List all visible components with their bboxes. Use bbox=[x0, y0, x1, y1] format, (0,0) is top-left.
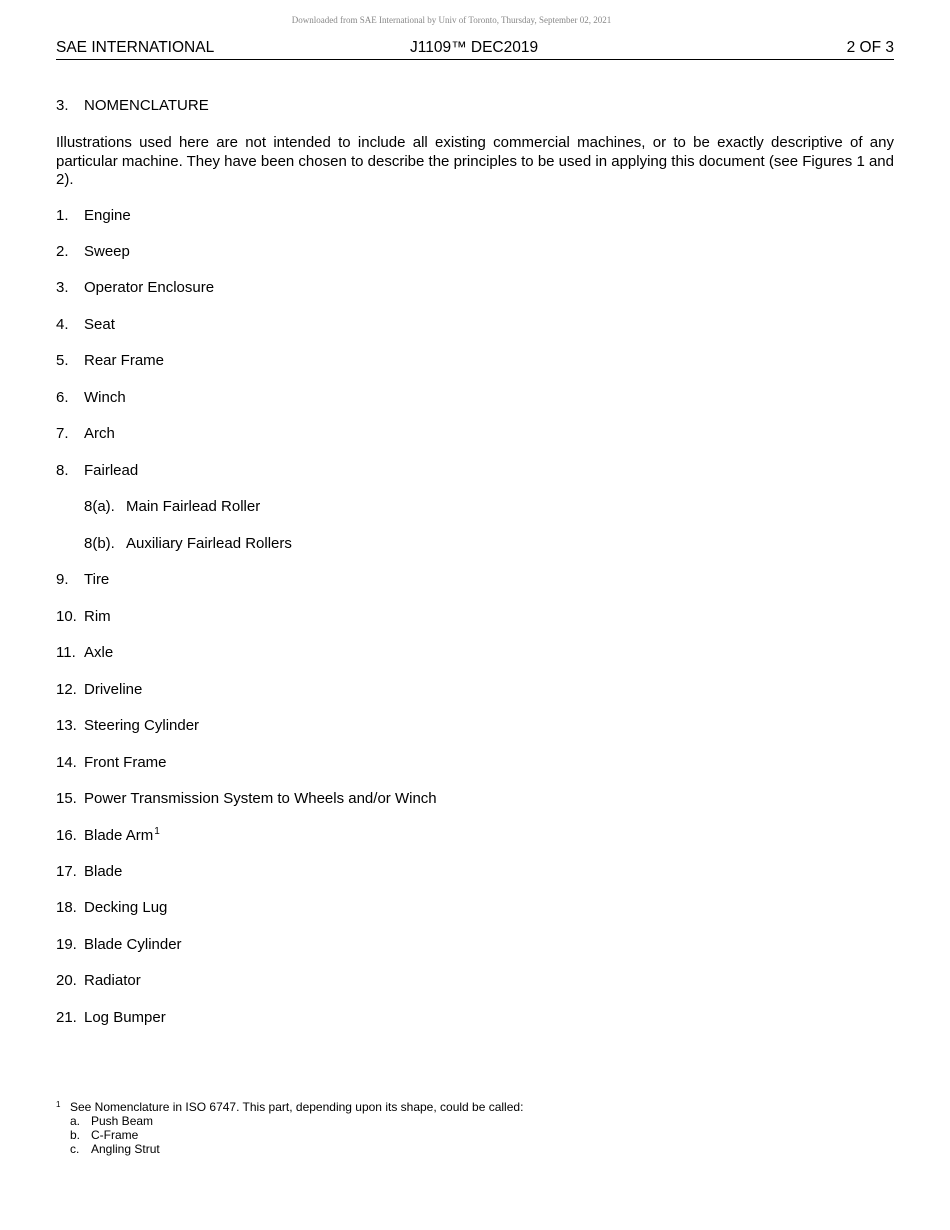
footnote-text: See Nomenclature in ISO 6747. This part, depending upon its shape, could be called: bbox=[70, 1100, 524, 1114]
item-label: Blade bbox=[84, 863, 123, 880]
item-label: Rim bbox=[84, 608, 111, 625]
item-number: 11. bbox=[56, 644, 76, 661]
item-number: 12. bbox=[56, 681, 77, 698]
item-number: 19. bbox=[56, 936, 77, 953]
item-label: Steering Cylinder bbox=[84, 717, 200, 734]
item-label: Rear Frame bbox=[84, 352, 165, 369]
item-label: Axle bbox=[84, 644, 114, 661]
list-item bbox=[56, 936, 182, 954]
list-item bbox=[56, 243, 130, 261]
sub-list-item bbox=[84, 535, 292, 553]
item-label: Driveline bbox=[84, 681, 143, 698]
list-item bbox=[56, 972, 141, 990]
list-item bbox=[56, 571, 109, 589]
list-item bbox=[56, 279, 214, 297]
item-label: Blade Cylinder bbox=[84, 936, 182, 953]
item-label: Operator Enclosure bbox=[84, 279, 215, 296]
item-number: 21. bbox=[56, 1009, 77, 1026]
item-label: Winch bbox=[84, 389, 126, 406]
list-item bbox=[56, 644, 113, 662]
item-label: Arch bbox=[84, 425, 115, 442]
list-item bbox=[56, 425, 115, 443]
list-item bbox=[56, 352, 164, 370]
list-item bbox=[56, 863, 122, 881]
page-header bbox=[56, 38, 894, 60]
item-number: 2. bbox=[56, 243, 69, 260]
section-heading bbox=[56, 97, 209, 114]
list-item bbox=[56, 608, 111, 626]
footnote-option bbox=[56, 1128, 523, 1142]
item-label: Blade Arm bbox=[84, 827, 154, 844]
footnote-option-letter: c. bbox=[70, 1142, 80, 1156]
list-item bbox=[56, 462, 138, 480]
item-number: 13. bbox=[56, 717, 77, 734]
item-label: Log Bumper bbox=[84, 1009, 166, 1026]
item-number: 8(b). bbox=[84, 535, 115, 552]
footnote-option-label: Angling Strut bbox=[91, 1142, 160, 1156]
item-number: 18. bbox=[56, 899, 77, 916]
footnote-option-letter: a. bbox=[70, 1114, 81, 1128]
item-number: 7. bbox=[56, 425, 69, 442]
footnote-option bbox=[56, 1142, 523, 1156]
header-document-id: J1109™ DEC2019 bbox=[410, 39, 539, 56]
item-label: Decking Lug bbox=[84, 899, 168, 916]
section-title: NOMENCLATURE bbox=[84, 97, 209, 114]
footnote-option bbox=[56, 1114, 523, 1128]
list-item bbox=[56, 681, 142, 699]
footnote-line bbox=[56, 1098, 523, 1114]
sub-list-item bbox=[84, 498, 260, 516]
footnote bbox=[56, 1098, 523, 1156]
list-item bbox=[56, 827, 160, 845]
list-item bbox=[56, 754, 167, 772]
list-item bbox=[56, 1009, 166, 1027]
list-item bbox=[56, 717, 199, 735]
footnote-option-label: C-Frame bbox=[91, 1128, 139, 1142]
item-number: 8. bbox=[56, 462, 69, 479]
list-item bbox=[56, 207, 131, 225]
item-number: 20. bbox=[56, 972, 77, 989]
header-organization: SAE INTERNATIONAL bbox=[56, 39, 215, 56]
footnote-option-label: Push Beam bbox=[91, 1114, 154, 1128]
item-label: Fairlead bbox=[84, 462, 139, 479]
item-number: 4. bbox=[56, 316, 69, 333]
item-number: 8(a). bbox=[84, 498, 115, 515]
download-watermark: Downloaded from SAE International by Univ of Toronto, Thursday, September 02, 2021 bbox=[291, 15, 612, 25]
item-label: Engine bbox=[84, 207, 131, 224]
header-page-number: 2 OF 3 bbox=[846, 39, 894, 56]
list-item bbox=[56, 790, 437, 808]
item-label: Front Frame bbox=[84, 754, 167, 771]
footnote-reference: 1 bbox=[154, 826, 160, 837]
item-label: Sweep bbox=[84, 243, 130, 260]
item-number: 10. bbox=[56, 608, 77, 625]
item-number: 15. bbox=[56, 790, 77, 807]
item-number: 14. bbox=[56, 754, 77, 771]
list-item bbox=[56, 899, 167, 917]
item-number: 6. bbox=[56, 389, 69, 406]
item-label: Power Transmission System to Wheels and/or Winch bbox=[84, 790, 437, 807]
item-number: 3. bbox=[56, 279, 69, 296]
item-label: Seat bbox=[84, 316, 115, 333]
item-label: Tire bbox=[84, 571, 110, 588]
list-item bbox=[56, 389, 126, 407]
item-label: Main Fairlead Roller bbox=[126, 498, 261, 515]
intro-paragraph: Illustrations used here are not intended to include all existing commercial machines, or to be exactly descriptive of any particular machine. They have been chosen to describe the principles to be used in applying this document (see Figures 1 and 2). bbox=[56, 134, 894, 188]
item-number: 9. bbox=[56, 571, 69, 588]
footnote-mark: 1 bbox=[56, 1100, 61, 1109]
section-number: 3. bbox=[56, 97, 69, 114]
item-number: 1. bbox=[56, 207, 69, 224]
item-number: 5. bbox=[56, 352, 69, 369]
item-label: Auxiliary Fairlead Rollers bbox=[126, 535, 292, 552]
list-item bbox=[56, 316, 115, 334]
item-label: Radiator bbox=[84, 972, 141, 989]
footnote-option-letter: b. bbox=[70, 1128, 81, 1142]
item-number: 17. bbox=[56, 863, 77, 880]
item-number: 16. bbox=[56, 827, 77, 844]
